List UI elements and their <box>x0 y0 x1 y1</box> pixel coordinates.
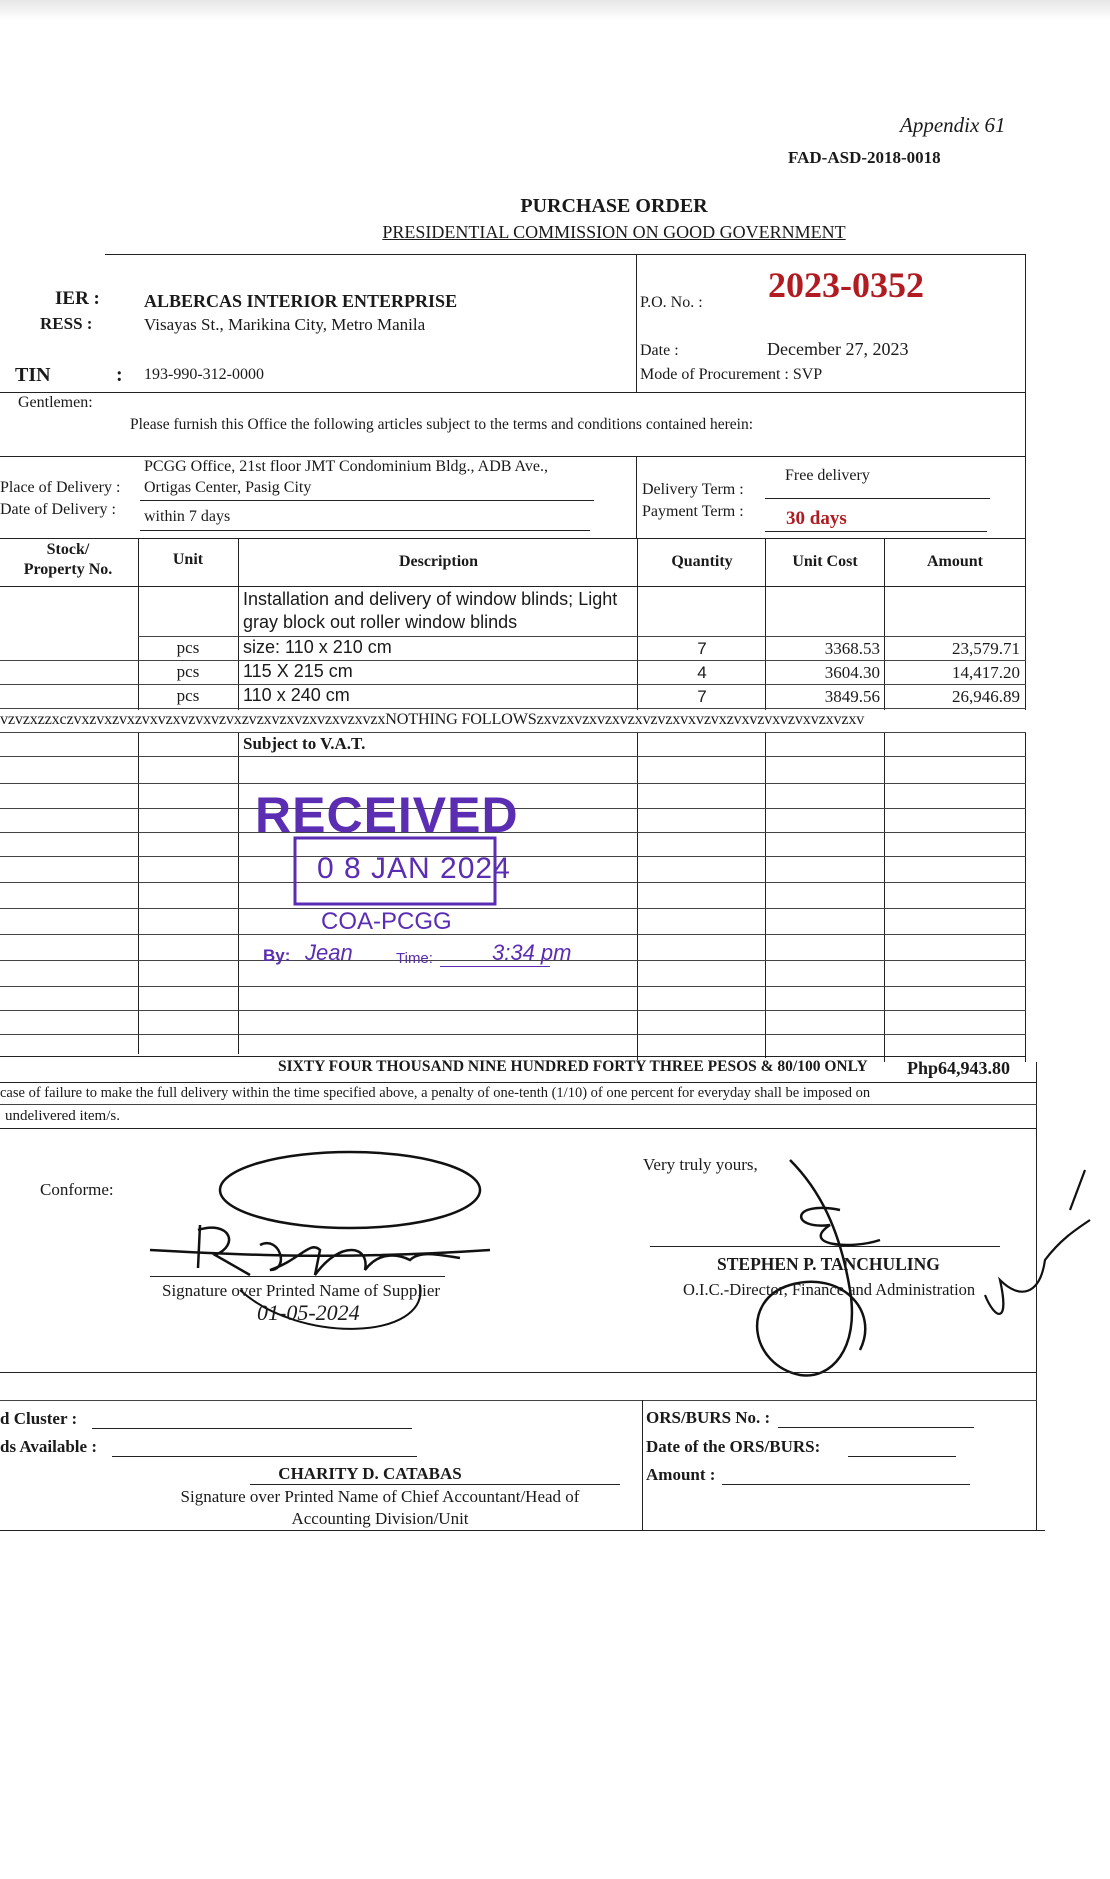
official-title: O.I.C.-Director, Finance and Administration <box>683 1280 976 1299</box>
date-of-delivery-label: Date of Delivery : <box>0 501 116 518</box>
col-header-quantity: Quantity <box>671 553 733 570</box>
rule-funds-top <box>0 1400 1037 1401</box>
date-label: Date : <box>640 342 679 359</box>
rule-row-5 <box>0 732 1026 733</box>
col-header-description: Description <box>398 553 479 570</box>
form-code: FAD-ASD-2018-0018 <box>788 148 941 167</box>
row-unit: pcs <box>176 686 200 705</box>
row-unit-cost: 3849.56 <box>824 687 880 706</box>
appendix-label: Appendix 61 <box>900 113 1006 137</box>
cluster-line <box>92 1428 412 1429</box>
rule-after-penalty <box>0 1128 1037 1129</box>
tin-colon: : <box>116 364 123 386</box>
cluster-label: d Cluster : <box>0 1409 78 1428</box>
closing-text: Very truly yours, <box>643 1155 758 1174</box>
conforme-label: Conforme: <box>40 1180 114 1199</box>
official-name: STEPHEN P. TANCHULING <box>717 1254 940 1274</box>
received-stamp <box>255 787 545 940</box>
delivery-date-underline <box>140 530 590 531</box>
delivery-term: Free delivery <box>785 467 870 484</box>
col-header-unit-cost: Unit Cost <box>792 553 858 570</box>
row-description: 110 x 240 cm <box>243 685 350 705</box>
ors-amount-line <box>722 1484 970 1485</box>
stamp-time-label: Time: <box>396 950 433 967</box>
row-amount: 23,579.71 <box>952 639 1020 658</box>
accountant-signature-line <box>250 1484 620 1485</box>
row-unit: pcs <box>176 662 200 681</box>
document-title: PURCHASE ORDER <box>520 195 708 217</box>
supplier-name: ALBERCAS INTERIOR ENTERPRISE <box>144 291 458 311</box>
place-of-delivery-label: Place of Delivery : <box>0 479 121 496</box>
rule-row-17 <box>0 1034 1026 1035</box>
place-line-1: PCGG Office, 21st floor JMT Condominium Bldg., ADB Ave., <box>144 458 549 475</box>
agency-name: PRESIDENTIAL COMMISSION ON GOOD GOVERNMENT <box>382 222 846 242</box>
penalty-line-2: undelivered item/s. <box>5 1108 120 1124</box>
ors-date-label: Date of the ORS/BURS: <box>646 1437 821 1456</box>
supplier-signature-line <box>150 1276 445 1277</box>
row-quantity: 7 <box>697 687 707 706</box>
total-amount: Php64,943.80 <box>907 1058 1011 1078</box>
row-unit: pcs <box>176 638 200 657</box>
row-amount: 26,946.89 <box>952 687 1020 706</box>
col-header-amount: Amount <box>926 553 983 570</box>
row-unit-cost: 3368.53 <box>824 639 880 658</box>
rule-table-top <box>0 538 1026 539</box>
procurement-mode: Mode of Procurement : SVP <box>640 366 823 383</box>
place-underline <box>140 500 594 501</box>
row-description: size: 110 x 210 cm <box>243 637 392 657</box>
frame-top <box>105 254 1026 255</box>
po-date: December 27, 2023 <box>767 339 909 359</box>
stamp-by-handwriting: Jean <box>305 940 353 965</box>
col-header-stock: Stock/ Property No. <box>23 541 113 578</box>
stamp-time-handwriting: 3:34 pm <box>492 940 572 965</box>
funds-available-label: ds Available : <box>0 1437 97 1456</box>
official-signature-line <box>650 1246 1000 1247</box>
salutation: Gentlemen: <box>18 394 93 411</box>
delivery-divider <box>636 456 637 538</box>
ors-amount-label: Amount : <box>646 1465 716 1484</box>
rule-table-bottom <box>0 1056 1026 1057</box>
rule-after-signatures <box>0 1372 1037 1373</box>
rule-row-15 <box>0 986 1026 987</box>
rule-row-16 <box>0 1010 1026 1011</box>
delivery-term-label: Delivery Term : <box>642 481 744 498</box>
intro-text: Please furnish this Office the following articles subject to the terms and conditions contained herein: <box>130 416 753 433</box>
col-header-unit: Unit <box>172 551 204 568</box>
penalty-line-1: case of failure to make the full delivery within the time specified above, a penalty of one-tenth (1/10) of one percent for everyday shall be imposed on <box>0 1085 871 1101</box>
rule-header-bottom <box>0 586 1026 587</box>
accountant-name: CHARITY D. CATABAS <box>278 1464 462 1483</box>
row-quantity: 4 <box>697 663 707 682</box>
payment-term: 30 days <box>786 508 847 529</box>
rule-after-supplier <box>0 392 1026 393</box>
rule-row-2 <box>0 660 1026 661</box>
supplier-label: IER : <box>55 288 100 309</box>
col-line-4 <box>765 538 766 1058</box>
rule-row-3 <box>0 684 1026 685</box>
supplier-signed-date: 01-05-2024 <box>257 1300 360 1325</box>
item-description-header: Installation and delivery of window blinds; Light gray block out roller window blinds <box>243 589 618 632</box>
accountant-caption: Signature over Printed Name of Chief Accountant/Head of Accounting Division/Unit <box>180 1487 580 1528</box>
nothing-follows-line: vzvzxzzxczvxzvxzvxzvxvzxvzvxvzvxzvzxvzxvzxvzxvzxvzxNOTHING FOLLOWSzxvzxvzxvzxvzxvzvzxvxvzvxzvxvzvxvzvxvzxvzxv <box>0 710 1026 732</box>
stamp-time-line <box>440 966 550 967</box>
po-divider <box>636 254 637 393</box>
frame-right <box>1025 254 1026 1062</box>
row-quantity: 7 <box>697 639 707 658</box>
stamp-word: RECEIVED <box>255 787 519 843</box>
col-line-5 <box>884 538 885 1062</box>
ors-number-label: ORS/BURS No. : <box>646 1408 771 1427</box>
rule-after-total <box>0 1082 1037 1083</box>
rule-row-7 <box>0 783 1026 784</box>
frame-bottom <box>0 1530 1045 1531</box>
tin-label: TIN <box>15 364 51 386</box>
delivery-term-underline <box>765 498 990 499</box>
ors-date-line <box>848 1456 956 1457</box>
stamp-by-label: By: <box>263 946 291 965</box>
scan-shadow <box>0 0 1110 20</box>
rule-row-6 <box>0 756 1026 757</box>
row-amount: 14,417.20 <box>952 663 1020 682</box>
col-line-1 <box>138 538 139 1054</box>
row-unit-cost: 3604.30 <box>824 663 880 682</box>
ors-number-line <box>778 1427 974 1428</box>
supplier-address: Visayas St., Marikina City, Metro Manila <box>144 315 426 334</box>
vat-note: Subject to V.A.T. <box>243 734 366 753</box>
rule-after-intro <box>0 456 1026 457</box>
rule-row-4 <box>0 708 1026 709</box>
stamp-office: COA-PCGG <box>321 908 452 935</box>
funds-available-line <box>112 1456 417 1457</box>
funds-divider <box>642 1400 643 1530</box>
col-line-2 <box>238 538 239 1054</box>
po-number-label: P.O. No. : <box>640 294 703 311</box>
address-label: RESS : <box>40 314 93 333</box>
payment-term-underline <box>765 531 987 532</box>
delivery-date: within 7 days <box>144 508 231 525</box>
supplier-tin: 193-990-312-0000 <box>144 366 264 383</box>
row-description: 115 X 215 cm <box>243 661 353 681</box>
rule-penalty-mid <box>0 1104 1037 1105</box>
col-line-3 <box>637 538 638 1060</box>
po-number: 2023-0352 <box>768 265 924 305</box>
stamp-date: 0 8 JAN 2024 <box>317 852 511 885</box>
supplier-caption: Signature over Printed Name of Supplier <box>162 1281 441 1300</box>
payment-term-label: Payment Term : <box>642 503 744 520</box>
place-line-2: Ortigas Center, Pasig City <box>144 479 312 496</box>
total-in-words: SIXTY FOUR THOUSAND NINE HUNDRED FORTY THREE PESOS & 80/100 ONLY <box>278 1058 868 1075</box>
